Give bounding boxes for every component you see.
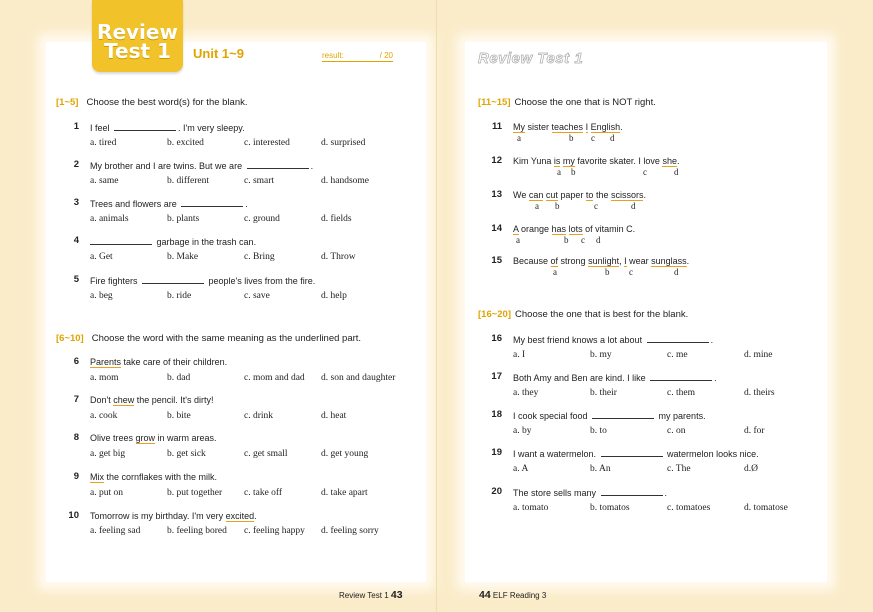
choice-label[interactable]: b — [564, 235, 569, 245]
underlined-word: excited — [225, 511, 255, 521]
option[interactable]: a. get big — [90, 449, 126, 459]
underlined-word: Mix — [90, 472, 104, 482]
option[interactable]: d. fields — [321, 214, 352, 224]
choice-label[interactable]: b — [605, 267, 610, 277]
option[interactable]: c. Bring — [244, 252, 275, 262]
section-instruction — [56, 333, 361, 344]
answer-blank — [601, 448, 663, 457]
option[interactable]: d. tomatose — [744, 503, 788, 513]
choice-label[interactable]: a — [535, 201, 539, 211]
option[interactable]: c. them — [667, 388, 695, 398]
choice-label[interactable]: a — [517, 133, 521, 143]
choice-label[interactable]: d — [674, 267, 679, 277]
option[interactable]: a. tomato — [513, 503, 549, 513]
question-text: My best friend knows a lot about . — [513, 335, 714, 345]
answer-blank — [647, 334, 709, 343]
result-field[interactable] — [322, 51, 393, 62]
section-range: [11~15] — [478, 97, 511, 108]
option[interactable]: c. drink — [244, 411, 274, 421]
option[interactable]: a. I — [513, 350, 526, 360]
choice-label[interactable]: c — [594, 201, 598, 211]
option[interactable]: d. help — [321, 291, 347, 301]
question-number: 6 — [73, 356, 79, 367]
page-number: 44 — [479, 589, 491, 601]
question-number: 11 — [491, 121, 502, 132]
answer-blank — [601, 487, 663, 496]
option[interactable]: c. feeling happy — [244, 526, 305, 536]
answer-blank — [181, 198, 243, 207]
section-text: Choose the one that is best for the blank. — [515, 309, 689, 320]
option[interactable]: d. get young — [321, 449, 369, 459]
question-number: 5 — [73, 274, 79, 285]
answer-blank — [114, 122, 176, 131]
option[interactable]: b. feeling bored — [167, 526, 227, 536]
option[interactable]: b. my — [590, 350, 612, 360]
question-text: Parents take care of their children. — [90, 357, 228, 367]
option[interactable]: b. dad — [167, 373, 191, 383]
answer-blank — [142, 275, 204, 284]
choice-label[interactable]: a — [557, 167, 561, 177]
result-total: / 20 — [379, 51, 393, 60]
option[interactable]: b. Make — [167, 252, 199, 262]
question-number: 3 — [73, 197, 79, 208]
question-number: 20 — [491, 486, 502, 497]
question-text: Kim Yuna is my favorite skater. I love she. — [513, 156, 680, 166]
option[interactable]: c. save — [244, 291, 270, 301]
page-number: 43 — [390, 589, 403, 601]
option[interactable]: d. mine — [744, 350, 773, 360]
option[interactable]: b. different — [167, 176, 210, 186]
choice-label[interactable]: d — [596, 235, 601, 245]
option[interactable]: c. take off — [244, 488, 283, 498]
option[interactable]: c. mom and dad — [244, 373, 305, 383]
question-text: Trees and flowers are . — [90, 199, 248, 209]
section-range: [16~20] — [478, 309, 512, 320]
option[interactable]: a. put on — [90, 488, 123, 498]
section-instruction — [478, 97, 656, 108]
underlined-word: chew — [113, 395, 135, 405]
option[interactable]: a. Get — [90, 252, 113, 262]
question-number: 12 — [491, 155, 502, 166]
badge-line-1: Review — [97, 20, 178, 44]
option[interactable]: b. bite — [167, 411, 191, 421]
question-text: Mix the cornflakes with the milk. — [90, 472, 218, 482]
option[interactable]: d.Ø — [744, 464, 758, 474]
question-text: My sister teaches I English. — [513, 122, 623, 132]
option[interactable]: c. smart — [244, 176, 275, 186]
choice-label[interactable]: c — [629, 267, 633, 277]
question-text: Tomorrow is my birthday. I'm very excited. — [90, 511, 257, 521]
option[interactable]: d. take apart — [321, 488, 368, 498]
choice-label[interactable]: b — [571, 167, 576, 177]
question-text: Fire fighters people's lives from the fire. — [90, 276, 316, 286]
option[interactable]: b. An — [590, 464, 611, 474]
option[interactable]: d. heat — [321, 411, 347, 421]
question-text: The store sells many . — [513, 488, 668, 498]
section-text: Choose the word with the same meaning as the underlined part. — [91, 333, 362, 344]
option[interactable]: a. by — [513, 426, 532, 436]
option[interactable]: a. beg — [90, 291, 113, 301]
choice-label[interactable]: c — [643, 167, 647, 177]
answer-blank — [592, 410, 654, 419]
result-label: result: — [322, 51, 344, 60]
question-number: 15 — [491, 255, 502, 266]
option[interactable]: a. A — [513, 464, 529, 474]
question-number: 2 — [73, 159, 79, 170]
unit-title: Unit 1~9 — [193, 46, 244, 61]
badge-line-2: Test 1 — [104, 39, 171, 63]
option[interactable]: d. for — [744, 426, 765, 436]
question-number: 8 — [73, 432, 79, 443]
question-text: garbage in the trash can. — [90, 236, 256, 247]
option[interactable]: b. get sick — [167, 449, 206, 459]
choice-label[interactable]: c — [581, 235, 585, 245]
option[interactable]: a. animals — [90, 214, 129, 224]
question-text: Don't chew the pencil. It's dirty! — [90, 395, 214, 405]
question-number: 9 — [73, 471, 79, 482]
section-text: Choose the one that is NOT right. — [514, 97, 656, 108]
left-page-footer: Review Test 1 43 — [339, 589, 403, 601]
question-text: Because of strong sunlight, I wear sunglass. — [513, 256, 690, 266]
question-number: 13 — [491, 189, 502, 200]
underlined-word: Parents — [90, 357, 122, 367]
book-spine — [436, 0, 437, 612]
answer-blank — [247, 160, 309, 169]
question-number: 16 — [491, 333, 502, 344]
section-instruction — [478, 309, 688, 320]
right-page-title: Review Test 1 — [478, 50, 584, 67]
option[interactable]: b. put together — [167, 488, 223, 498]
option[interactable]: c. The — [667, 464, 691, 474]
question-number: 7 — [73, 394, 79, 405]
option[interactable]: a. tired — [90, 138, 117, 148]
question-text: A orange has lots of vitamin C. — [513, 224, 636, 234]
option[interactable]: d. handsome — [321, 176, 370, 186]
option[interactable]: c. on — [667, 426, 686, 436]
choice-label[interactable]: d — [674, 167, 679, 177]
option[interactable]: d. surprised — [321, 138, 366, 148]
option[interactable]: b. their — [590, 388, 617, 398]
option[interactable]: a. mom — [90, 373, 119, 383]
question-text: Both Amy and Ben are kind. I like . — [513, 373, 717, 383]
question-number: 10 — [68, 510, 79, 521]
question-number: 4 — [73, 235, 79, 246]
option[interactable]: b. to — [590, 426, 607, 436]
option[interactable]: b. ride — [167, 291, 192, 301]
option[interactable]: b. plants — [167, 214, 200, 224]
question-text: I want a watermelon. watermelon looks nice. — [513, 449, 759, 459]
option[interactable]: c. interested — [244, 138, 290, 148]
question-text: I cook special food my parents. — [513, 411, 706, 421]
section-range: [6~10] — [56, 333, 84, 344]
section-range: [1~5] — [56, 97, 79, 108]
section-text: Choose the best word(s) for the blank. — [86, 97, 248, 108]
option[interactable]: a. they — [513, 388, 539, 398]
question-number: 1 — [73, 121, 79, 132]
question-number: 17 — [491, 371, 502, 382]
option[interactable]: c. ground — [244, 214, 280, 224]
question-text: I feel . I'm very sleepy. — [90, 123, 245, 133]
option[interactable]: b. tomatos — [590, 503, 630, 513]
question-number: 19 — [491, 447, 502, 458]
choice-label[interactable]: a — [516, 235, 520, 245]
underlined-word: grow — [135, 433, 156, 443]
option[interactable]: c. tomatoes — [667, 503, 711, 513]
choice-label[interactable]: c — [591, 133, 595, 143]
review-test-badge — [92, 0, 183, 72]
option[interactable]: b. excited — [167, 138, 204, 148]
option[interactable]: a. feeling sad — [90, 526, 141, 536]
option[interactable]: c. me — [667, 350, 688, 360]
choice-label[interactable]: d — [610, 133, 615, 143]
option[interactable]: a. same — [90, 176, 119, 186]
option[interactable]: d. theirs — [744, 388, 775, 398]
question-number: 14 — [491, 223, 502, 234]
option[interactable]: d. feeling sorry — [321, 526, 379, 536]
question-text: My brother and I are twins. But we are . — [90, 161, 314, 171]
option[interactable]: d. son and daughter — [321, 373, 396, 383]
question-text: Olive trees grow in warm areas. — [90, 433, 217, 443]
option[interactable]: d. Throw — [321, 252, 356, 262]
question-number: 18 — [491, 409, 502, 420]
choice-label[interactable]: a — [553, 267, 557, 277]
right-page-footer: 44 ELF Reading 3 — [479, 589, 547, 601]
option[interactable]: a. cook — [90, 411, 118, 421]
question-text: We can cut paper to the scissors. — [513, 190, 646, 200]
answer-blank — [650, 372, 712, 381]
choice-label[interactable]: d — [631, 201, 636, 211]
section-instruction — [56, 97, 248, 108]
choice-label[interactable]: b — [555, 201, 560, 211]
option[interactable]: c. get small — [244, 449, 288, 459]
answer-blank — [90, 236, 152, 245]
choice-label[interactable]: b — [569, 133, 574, 143]
